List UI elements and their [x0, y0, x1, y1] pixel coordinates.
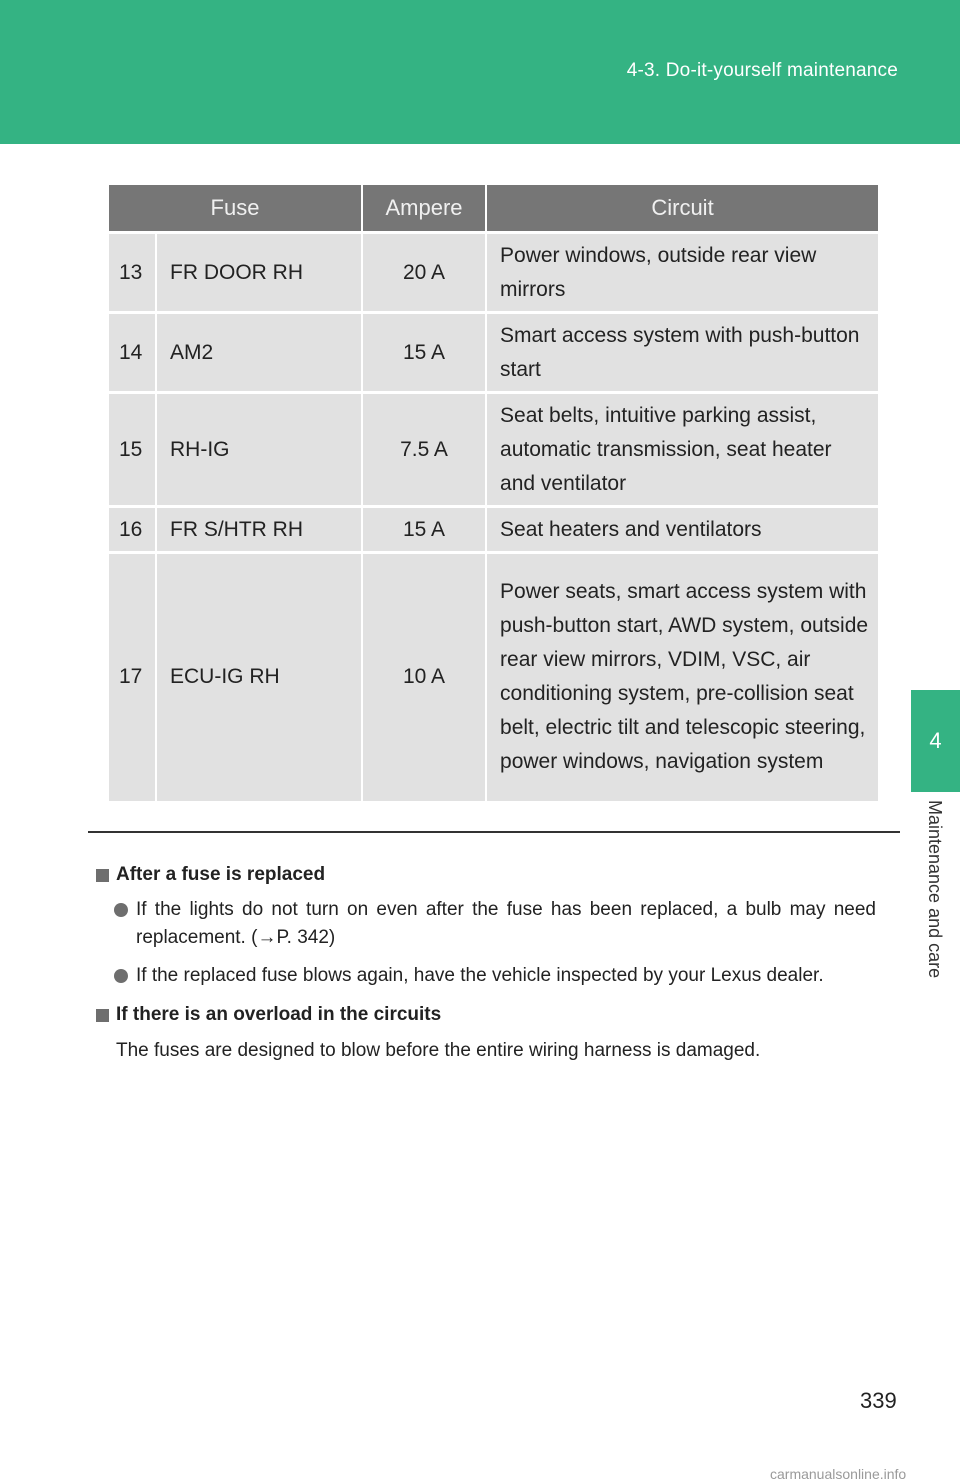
table-row: [109, 313, 878, 393]
fuse-number: 14: [109, 313, 156, 393]
fuse-circuit: Smart access system with push-button start: [486, 313, 878, 393]
watermark: carmanualsonline.info: [770, 1466, 907, 1482]
chapter-label-text: Maintenance and care: [925, 800, 945, 979]
table-row: [109, 233, 878, 313]
fuse-ampere: 20 A: [362, 233, 486, 313]
list-item: [96, 962, 876, 990]
list-item: [96, 896, 876, 952]
fuse-ampere: 10 A: [362, 553, 486, 801]
chapter-tab[interactable]: 4: [911, 690, 960, 792]
page-number: 339: [860, 1388, 897, 1413]
note-heading-text: After a fuse is replaced: [116, 864, 326, 885]
fuse-ampere: 15 A: [362, 507, 486, 553]
notes-section: [96, 860, 876, 1066]
table-header-row: [109, 185, 878, 233]
header-bar: [0, 0, 960, 144]
fuse-ampere: 7.5 A: [362, 393, 486, 507]
header-ampere: Ampere: [362, 185, 486, 233]
note-heading-text: If there is an overload in the circuits: [116, 1004, 442, 1025]
fuse-circuit: Power seats, smart access system with push-button start, AWD system, outside rear view mirrors, VDIM, VSC, air conditioning system, pre-collision seat belt, electric tilt and telescopic steering, power windows, navigation system: [486, 553, 878, 801]
fuse-number: 17: [109, 553, 156, 801]
header-fuse: Fuse: [109, 185, 362, 233]
fuse-name: FR DOOR RH: [156, 233, 362, 313]
fuse-number: 13: [109, 233, 156, 313]
fuse-ampere: 15 A: [362, 313, 486, 393]
bullet-icon: [114, 903, 128, 917]
square-bullet-icon: [96, 869, 109, 882]
table-row: [109, 507, 878, 553]
list-item-text: If the replaced fuse blows again, have the vehicle inspected by your Lexus dealer.: [136, 965, 824, 986]
fuse-name: FR S/HTR RH: [156, 507, 362, 553]
divider: [88, 831, 900, 833]
header-circuit: Circuit: [486, 185, 878, 233]
fuse-name: ECU-IG RH: [156, 553, 362, 801]
square-bullet-icon: [96, 1009, 109, 1022]
fuse-name: AM2: [156, 313, 362, 393]
fuse-circuit: Seat belts, intuitive parking assist, automatic transmission, seat heater and ventilator: [486, 393, 878, 507]
note-paragraph: The fuses are designed to blow before the entire wiring harness is damaged.: [116, 1040, 761, 1061]
table-row: [109, 553, 878, 801]
bullet-icon: [114, 969, 128, 983]
note-heading: [96, 1000, 876, 1030]
fuse-circuit: Power windows, outside rear view mirrors: [486, 233, 878, 313]
chapter-label: [911, 800, 960, 1030]
table-row: [109, 393, 878, 507]
fuse-name: RH-IG: [156, 393, 362, 507]
fuse-table: [109, 185, 878, 801]
fuse-number: 16: [109, 507, 156, 553]
list-item-text: If the lights do not turn on even after the fuse has been replaced, a bulb may need replacement. (→P. 342): [136, 899, 876, 948]
fuse-number: 15: [109, 393, 156, 507]
section-title: 4-3. Do-it-yourself maintenance: [626, 60, 898, 81]
note-heading: [96, 860, 876, 890]
fuse-circuit: Seat heaters and ventilators: [486, 507, 878, 553]
